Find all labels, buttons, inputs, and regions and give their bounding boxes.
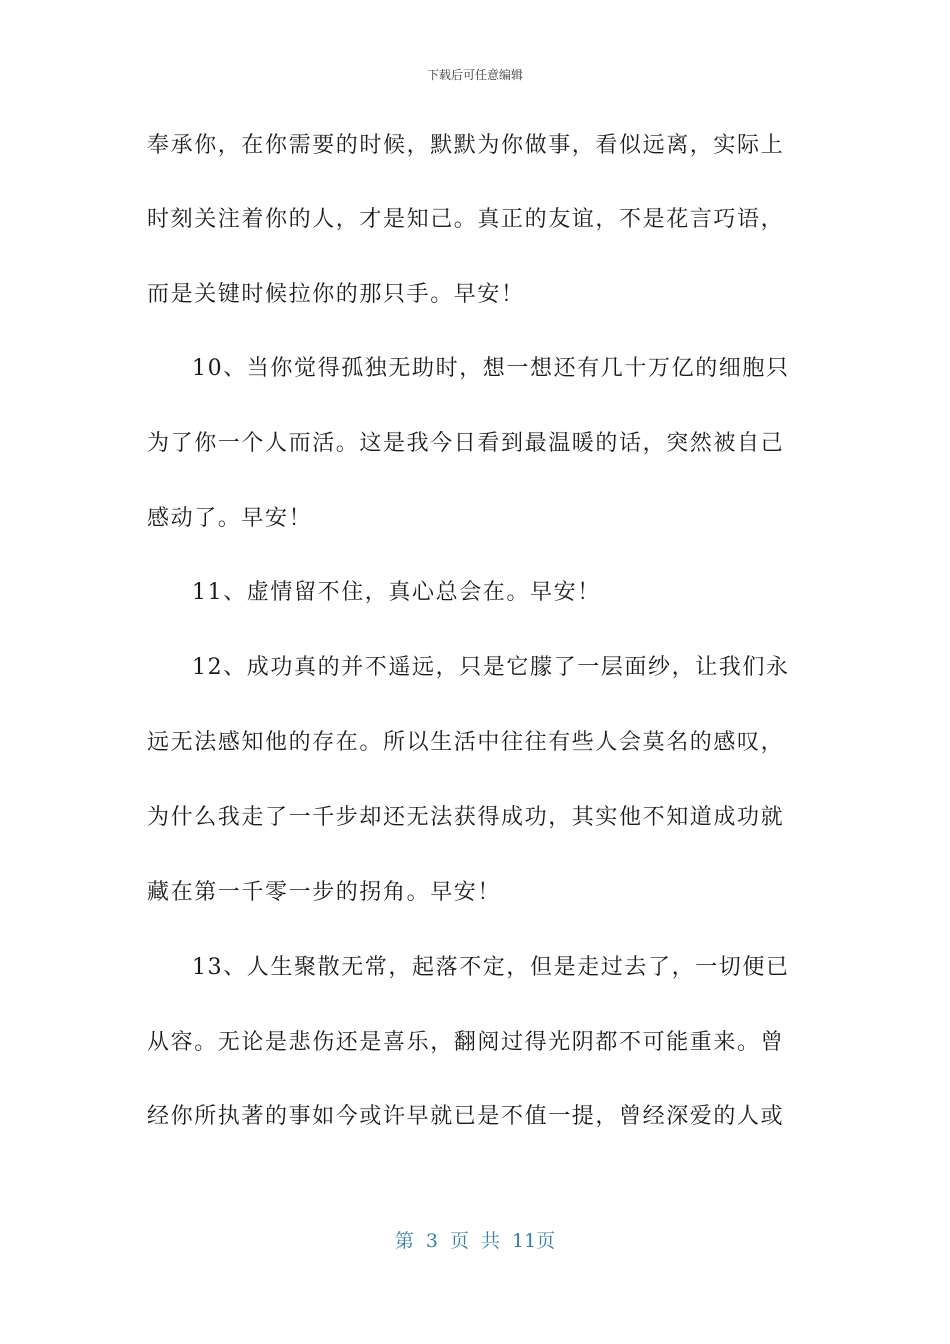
page-footer [0, 1226, 950, 1253]
text-line: 为什么我走了一千步却还无法获得成功，其实他不知道成功就 [147, 805, 785, 830]
footer-prefix: 第 [394, 1230, 414, 1252]
text-line: 藏在第一千零一步的拐角。早安！ [147, 880, 502, 905]
text-line: 从容。无论是悲伤还是喜乐，翻阅过得光阴都不可能重来。曾 [147, 1030, 785, 1055]
text-line: 远无法感知他的存在。所以生活中往往有些人会莫名的感叹， [147, 730, 785, 755]
paragraph-11-line: 11、虚情留不住，真心总会在。早安！ [192, 580, 601, 605]
current-page-number: 3 [425, 1230, 438, 1252]
total-pages: 11页 [511, 1230, 556, 1252]
text-line: 时刻关注着你的人，才是知己。真正的友谊，不是花言巧语， [147, 207, 785, 232]
paragraph-13-line: 13、人生聚散无常，起落不定，但是走过去了，一切便已 [192, 955, 790, 980]
footer-middle: 页 共 [449, 1230, 500, 1252]
paragraph-12-line: 12、成功真的并不遥远，只是它朦了一层面纱，让我们永 [192, 655, 790, 680]
text-line: 经你所执著的事如今或许早就已是不值一提，曾经深爱的人或 [147, 1104, 785, 1129]
text-line: 为了你一个人而活。这是我今日看到最温暖的话，突然被自己 [147, 431, 785, 456]
paragraph-10-line: 10、当你觉得孤独无助时，想一想还有几十万亿的细胞只 [192, 356, 790, 381]
page-header: 下载后可任意编辑 [426, 68, 523, 82]
text-line: 奉承你，在你需要的时候，默默为你做事，看似远离，实际上 [147, 133, 785, 158]
text-line: 感动了。早安！ [147, 506, 313, 531]
text-line: 而是关键时候拉你的那只手。早安！ [147, 282, 525, 307]
